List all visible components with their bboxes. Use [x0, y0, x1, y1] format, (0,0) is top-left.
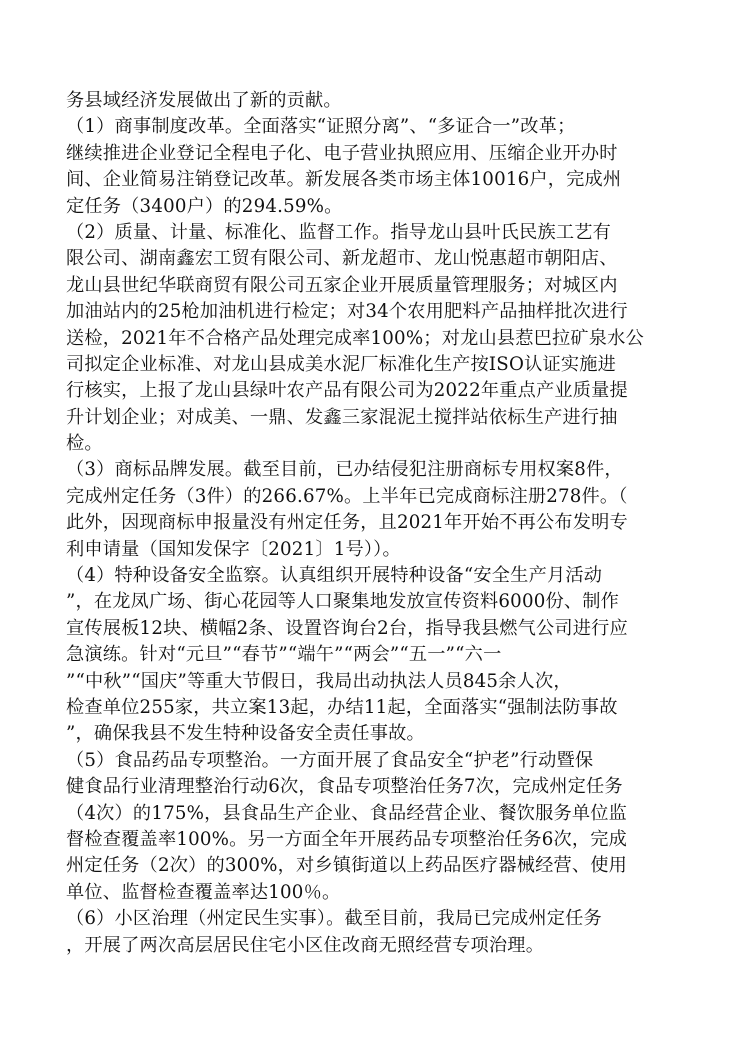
text-line: 检。 [66, 433, 103, 455]
text-line: 送检，2021年不合格产品处理完成率100%；对龙山县惹巴拉矿泉水公 [66, 327, 644, 349]
text-line: （4）特种设备安全监察。认真组织开展特种设备“安全生产月活动 [66, 565, 603, 587]
text-line: 间、企业简易注销登记改革。新发展各类市场主体10016户，完成州 [66, 169, 622, 191]
text-line: 督检查覆盖率100%。另一方面全年开展药品专项整治任务6次，完成 [66, 828, 628, 850]
text-line: （5）食品药品专项整治。一方面开展了食品安全“护老”行动暨保 [66, 749, 594, 771]
text-line: 司拟定企业标准、对龙山县成美水泥厂标准化生产按ISO认证实施进 [66, 353, 617, 375]
text-line: 务县域经济发展做出了新的贡献。 [66, 90, 342, 111]
document-body [66, 88, 676, 959]
text-line: ”，确保我县不发生特种设备安全责任事故。 [66, 723, 425, 745]
text-line: （4次）的175%，县食品生产企业、食品经营企业、餐饮服务单位监 [66, 802, 628, 824]
text-line: （1）商事制度改革。全面落实“证照分离”、“多证合一”改革； [66, 116, 576, 138]
text-line: 州定任务（2次）的300%，对乡镇街道以上药品医疗器械经营、使用 [66, 855, 628, 877]
text-line: 限公司、湖南鑫宏工贸有限公司、新龙超市、龙山悦惠超市朝阳店、 [66, 248, 618, 270]
text-line: 完成州定任务（3件）的266.67%。上半年已完成商标注册278件。（ [66, 485, 628, 507]
text-line: 宣传展板12块、横幅2条、设置咨询台2台，指导我县燃气公司进行应 [66, 617, 628, 639]
text-line: 龙山县世纪华联商贸有限公司五家企业开展质量管理服务；对城区内 [66, 274, 618, 296]
text-line: 利申请量（国知发保字〔2021〕1号））。 [66, 538, 401, 560]
text-line: 此外，因现商标申报量没有州定任务，且2021年开始不再公布发明专 [66, 512, 628, 534]
text-line: （3）商标品牌发展。截至目前，已办结侵犯注册商标专用权案8件， [66, 459, 623, 481]
text-line: 急演练。针对“元旦”“春节”“端午”“两会”“五一”“六一 [66, 644, 502, 666]
text-line: ”，在龙凤广场、街心花园等人口聚集地发放宣传资料6000份、制作 [66, 591, 620, 613]
text-line: 单位、监督检查覆盖率达100％。 [66, 881, 341, 903]
text-line: 检查单位255家，共立案13起，办结11起，全面落实“强制法防事故 [66, 696, 618, 718]
text-line: 定任务（3400户）的294.59%。 [66, 195, 343, 217]
text-line: 行核实，上报了龙山县绿叶农产品有限公司为2022年重点产业质量提 [66, 380, 628, 402]
text-line: 升计划企业；对成美、一鼎、发鑫三家混泥土搅拌站依标生产进行抽 [66, 406, 618, 428]
text-line: ”“中秋”“国庆”等重大节假日，我局出动执法人员845余人次， [66, 670, 572, 692]
text-line: （6）小区治理（州定民生实事）。截至目前，我局已完成州定任务 [66, 908, 602, 930]
text-line: （2）质量、计量、标准化、监督工作。指导龙山县叶氏民族工艺有 [66, 221, 612, 243]
text-line: 加油站内的25枪加油机进行检定；对34个农用肥料产品抽样批次进行 [66, 301, 628, 323]
text-line: 继续推进企业登记全程电子化、电子营业执照应用、压缩企业开办时 [66, 142, 618, 164]
text-line: 健食品行业清理整治行动6次，食品专项整治任务7次，完成州定任务 [66, 776, 623, 798]
text-line: ，开展了两次高层居民住宅小区住改商无照经营专项治理。 [66, 934, 545, 956]
